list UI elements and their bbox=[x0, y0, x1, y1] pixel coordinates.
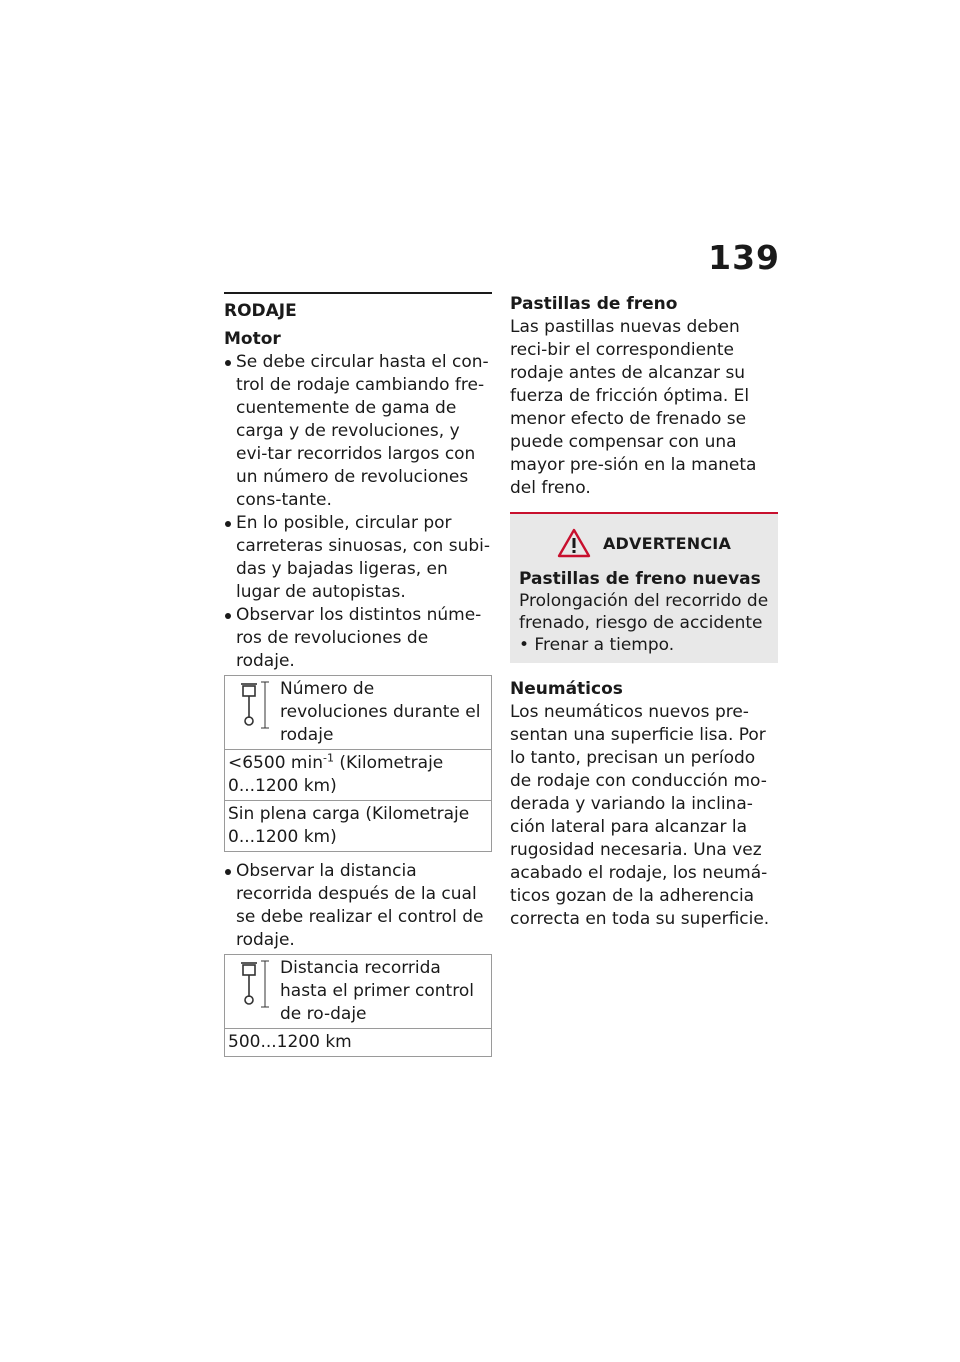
subsection-title-motor: Motor bbox=[224, 329, 281, 349]
table-row: 500...1200 km bbox=[225, 1029, 492, 1057]
page-number: 139 bbox=[708, 238, 780, 277]
list-item: Se debe circular hasta el con-trol de rodaje cambiando fre-cuentemente de gama de carga y de revoluciones, y evi-tar recorridos largos con un número de revoluciones cons-tante. bbox=[224, 351, 492, 512]
subsection-title-brake-pads: Pastillas de freno bbox=[510, 294, 678, 314]
list-item: Observar la distancia recorrida después de la cual se debe realizar el control de rodaje. bbox=[224, 860, 492, 952]
warning-action: • Frenar a tiempo. bbox=[519, 635, 675, 655]
distance-table-header-text: Distancia recorrida hasta el primer control de ro-daje bbox=[280, 958, 474, 1024]
warning-title: ADVERTENCIA bbox=[602, 533, 732, 553]
engine-piston-icon bbox=[238, 959, 274, 1009]
tyres-text: Los neumáticos nuevos pre-sentan una superficie lisa. Por lo tanto, precisan un período de rodaje con conducción mo-derada y variando la inclina-ción lateral para alcanzar la rugosidad necesaria. Una vez acabado el rodaje, los neumá-ticos gozan de la adherencia correcta en toda su superficie. bbox=[510, 702, 770, 929]
warning-box bbox=[510, 512, 778, 663]
section-title: RODAJE bbox=[224, 292, 492, 323]
rpm-table-header-text: Número de revoluciones durante el rodaje bbox=[280, 679, 481, 745]
rpm-table bbox=[224, 675, 492, 852]
list-item: En lo posible, circular por carreteras sinuosas, con subi-das y bajadas ligeras, en lugar de autopistas. bbox=[224, 512, 492, 604]
list-item: Observar los distintos núme-ros de revoluciones de rodaje. bbox=[224, 604, 492, 673]
table-row: Sin plena carga (Kilometraje 0...1200 km) bbox=[225, 801, 492, 852]
right-column bbox=[510, 292, 778, 931]
distance-table bbox=[224, 954, 492, 1057]
bullet-list-motor bbox=[224, 351, 492, 673]
left-column bbox=[224, 292, 492, 1065]
warning-subtitle: Pastillas de freno nuevas bbox=[519, 569, 761, 589]
engine-piston-icon bbox=[238, 680, 274, 730]
distance-table-header bbox=[225, 955, 492, 1029]
subsection-title-tyres: Neumáticos bbox=[510, 679, 623, 699]
table-row: <6500 $\min^{-1}$ (Kilometraje 0...1200 km) bbox=[225, 750, 492, 801]
warning-text: Prolongación del recorrido de frenado, riesgo de accidente bbox=[519, 591, 769, 633]
rpm-table-header bbox=[225, 676, 492, 750]
warning-triangle-icon bbox=[557, 528, 591, 558]
bullet-list-distance bbox=[224, 860, 492, 952]
brake-pads-text: Las pastillas nuevas deben reci-bir el correspondiente rodaje antes de alcanzar su fuerza de fricción óptima. El menor efecto de frenado se puede compensar con una mayor pre-sión en la maneta del freno. bbox=[510, 317, 757, 498]
warning-header bbox=[519, 528, 769, 558]
